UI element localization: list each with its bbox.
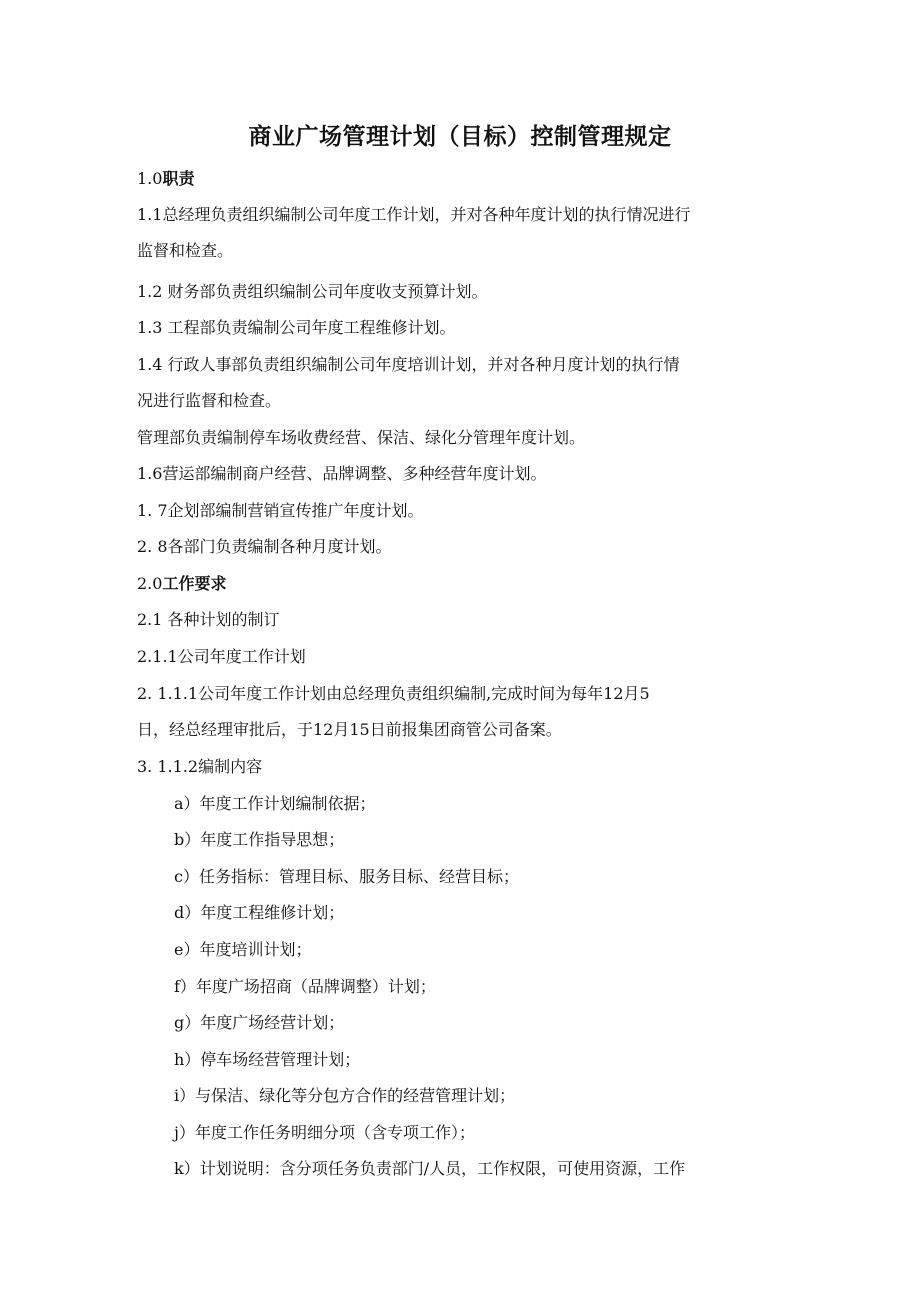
section-heading-requirements: [137, 573, 226, 595]
paragraph-line: 2. 1.1.1公司年度工作计划由总经理负责组织编制,完成时间为每年12月5: [137, 684, 650, 703]
paragraph-line: 3. 1.1.2编制内容: [137, 757, 263, 776]
paragraph-line: 2.1 各种计划的制订: [137, 610, 280, 629]
section-heading-responsibilities: [137, 168, 194, 190]
list-item: e）年度培训计划；: [174, 940, 312, 959]
paragraph-line: 日，经总经理审批后，于12月15日前报集团商管公司备案。: [137, 720, 562, 739]
list-item: a）年度工作计划编制依据；: [174, 794, 376, 813]
list-item: b）年度工作指导思想；: [174, 830, 345, 849]
section-number: 2.0: [137, 574, 163, 593]
list-item: c）任务指标：管理目标、服务目标、经营目标；: [174, 867, 519, 886]
section-number: 1.0: [137, 169, 163, 188]
paragraph-line: 1.6营运部编制商户经营、品牌调整、多种经营年度计划。: [137, 464, 547, 483]
paragraph-line: 1.2 财务部负责组织编制公司年度收支预算计划。: [137, 282, 488, 301]
paragraph-line: 2. 8各部门负责编制各种月度计划。: [137, 537, 392, 556]
list-item: d）年度工程维修计划；: [174, 903, 345, 922]
paragraph-line: 监督和检查。: [137, 241, 234, 260]
section-title: 职责: [162, 169, 195, 188]
paragraph-line: 况进行监督和检查。: [137, 391, 282, 410]
list-item: j）年度工作任务明细分项（含专项工作）；: [174, 1123, 475, 1142]
paragraph-line: 2.1.1公司年度工作计划: [137, 647, 306, 666]
paragraph-line: 1.3 工程部负责编制公司年度工程维修计划。: [137, 318, 456, 337]
list-item: f）年度广场招商（品牌调整）计划；: [174, 977, 436, 996]
list-item: h）停车场经营管理计划；: [174, 1050, 361, 1069]
paragraph-line: 1.1总经理负责组织编制公司年度工作计划，并对各种年度计划的执行情况进行: [137, 205, 691, 224]
paragraph-line: 管理部负责编制停车场收费经营、保洁、绿化分管理年度计划。: [137, 428, 586, 447]
document-title: 商业广场管理计划（目标）控制管理规定: [248, 124, 672, 150]
list-item: i）与保洁、绿化等分包方合作的经营管理计划；: [174, 1086, 516, 1105]
list-item: g）年度广场经营计划；: [174, 1013, 345, 1032]
paragraph-line: 1.4 行政人事部负责组织编制公司年度培训计划，并对各种月度计划的执行情: [137, 355, 680, 374]
section-title: 工作要求: [162, 574, 227, 593]
paragraph-line: 1. 7企划部编制营销宣传推广年度计划。: [137, 501, 424, 520]
list-item: k）计划说明：含分项任务负责部门/人员，工作权限，可使用资源，工作: [174, 1159, 686, 1178]
